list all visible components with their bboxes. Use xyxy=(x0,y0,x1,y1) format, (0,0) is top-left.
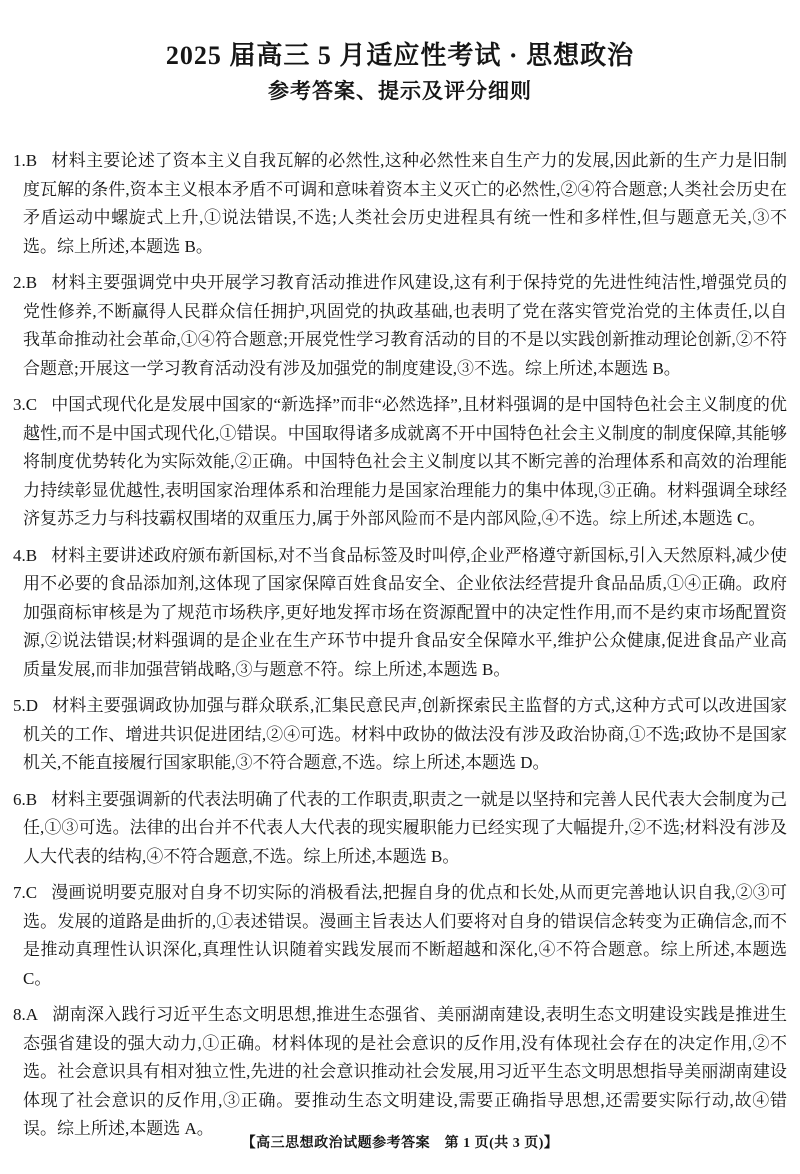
answers-list xyxy=(0,147,800,1144)
answer-number: 5.D xyxy=(13,696,39,715)
answer-text: 漫画说明要克服对自身不切实际的消极看法,把握自身的优点和长处,从而更完善地认识自我,②③可选。发展的道路是曲折的,①表述错误。漫画主旨表达人们要将对自身的错误信念转变为正确信念,而不是推动真理性认识深化,真理性认识随着实践发展而不断超越和深化,④不符合题意。综上所述,本题选 C。 xyxy=(23,883,787,988)
answer-number: 2.B xyxy=(13,273,38,292)
answer-text: 中国式现代化是发展中国家的“新选择”而非“必然选择”,且材料强调的是中国特色社会主义制度的优越性,而不是中国式现代化,①错误。中国取得诸多成就离不开中国特色社会主义制度的制度保障,其能够将制度优势转化为实际效能,②正确。中国特色社会主义制度以其不断完善的治理体系和高效的治理能力持续彰显优越性,表明国家治理体系和治理能力是国家治理能力的集中体现,③正确。材料强调全球经济复苏乏力与科技霸权围堵的双重压力,属于外部风险而不是内部风险,④不选。综上所述,本题选 C。 xyxy=(23,395,787,528)
answer-item-5 xyxy=(13,692,787,778)
answer-item-8 xyxy=(13,1001,787,1144)
answer-text: 湖南深入践行习近平生态文明思想,推进生态强省、美丽湖南建设,表明生态文明建设实践是推进生态强省建设的强大动力,①正确。材料体现的是社会意识的反作用,没有体现社会存在的决定作用,②不选。社会意识具有相对独立性,先进的社会意识推动社会发展,用习近平生态文明思想指导美丽湖南建设体现了社会意识的反作用,③正确。要推动生态文明建设,需要正确指导思想,还需要实际行动,故④错误。综上所述,本题选 A。 xyxy=(23,1005,787,1138)
answer-item-6 xyxy=(13,786,787,872)
answer-number: 4.B xyxy=(13,545,38,565)
answer-number: 7.C xyxy=(13,883,38,902)
answer-item-7 xyxy=(13,879,787,993)
answer-number: 8.A xyxy=(13,1005,39,1024)
page-title: 2025 届高三 5 月适应性考试 · 思想政治 xyxy=(165,41,635,70)
answer-item-2 xyxy=(13,269,787,383)
answer-item-3 xyxy=(13,391,787,534)
answer-number: 6.B xyxy=(13,789,38,809)
answer-text: 材料主要论述了资本主义自我瓦解的必然性,这种必然性来自生产力的发展,因此新的生产力是旧制度瓦解的条件,资本主义根本矛盾不可调和意味着资本主义灭亡的必然性,②④符合题意;人类社会历史在矛盾运动中螺旋式上升,①说法错误,不选;人类社会历史进程具有统一性和多样性,但与题意无关,③不选。综上所述,本题选 B。 xyxy=(23,151,787,256)
answer-text: 材料主要讲述政府颁布新国标,对不当食品标签及时叫停,企业严格遵守新国标,引入天然原料,减少使用不必要的食品添加剂,这体现了国家保障百姓食品安全、企业依法经营提升食品品质,①④正确。政府加强商标审核是为了规范市场秩序,更好地发挥市场在资源配置中的决定性作用,而不是约束市场配置资源,②说法错误;材料强调的是企业在生产环节中提升食品安全保障水平,维护公众健康,促进食品产业高质量发展,而非加强营销战略,③与题意不符。综上所述,本题选 B。 xyxy=(23,545,787,679)
answer-item-1 xyxy=(13,147,787,261)
answer-text: 材料主要强调新的代表法明确了代表的工作职责,职责之一就是以坚持和完善人民代表大会制度为己任,①③可选。法律的出台并不代表人大代表的现实履职能力已经实现了大幅提升,②不选;材料没有涉及人大代表的结构,④不符合题意,不选。综上所述,本题选 B。 xyxy=(23,789,787,866)
page-subtitle: 参考答案、提示及评分细则 xyxy=(268,79,532,103)
answer-number: 1.B xyxy=(13,151,38,170)
answer-text: 材料主要强调党中央开展学习教育活动推进作风建设,这有利于保持党的先进性纯洁性,增强党员的党性修养,不断赢得人民群众信任拥护,巩固党的执政基础,也表明了党在落实管党治党的主体责任,以自我革命推动社会革命,①④符合题意;开展党性学习教育活动的目的不是以实践创新推动理论创新,②不符合题意;开展这一学习教育活动没有涉及加强党的制度建设,③不选。综上所述,本题选 B。 xyxy=(23,273,787,378)
answer-number: 3.C xyxy=(13,395,38,414)
answer-item-4 xyxy=(13,542,787,685)
page-footer: 【高三思想政治试题参考答案 第 1 页(共 3 页)】 xyxy=(241,1136,559,1151)
answer-text: 材料主要强调政协加强与群众联系,汇集民意民声,创新探索民主监督的方式,这种方式可以改进国家机关的工作、增进共识促进团结,②④可选。材料中政协的做法没有涉及政治协商,①不选;政协不是国家机关,不能直接履行国家职能,③不符合题意,不选。综上所述,本题选 D。 xyxy=(23,696,787,772)
